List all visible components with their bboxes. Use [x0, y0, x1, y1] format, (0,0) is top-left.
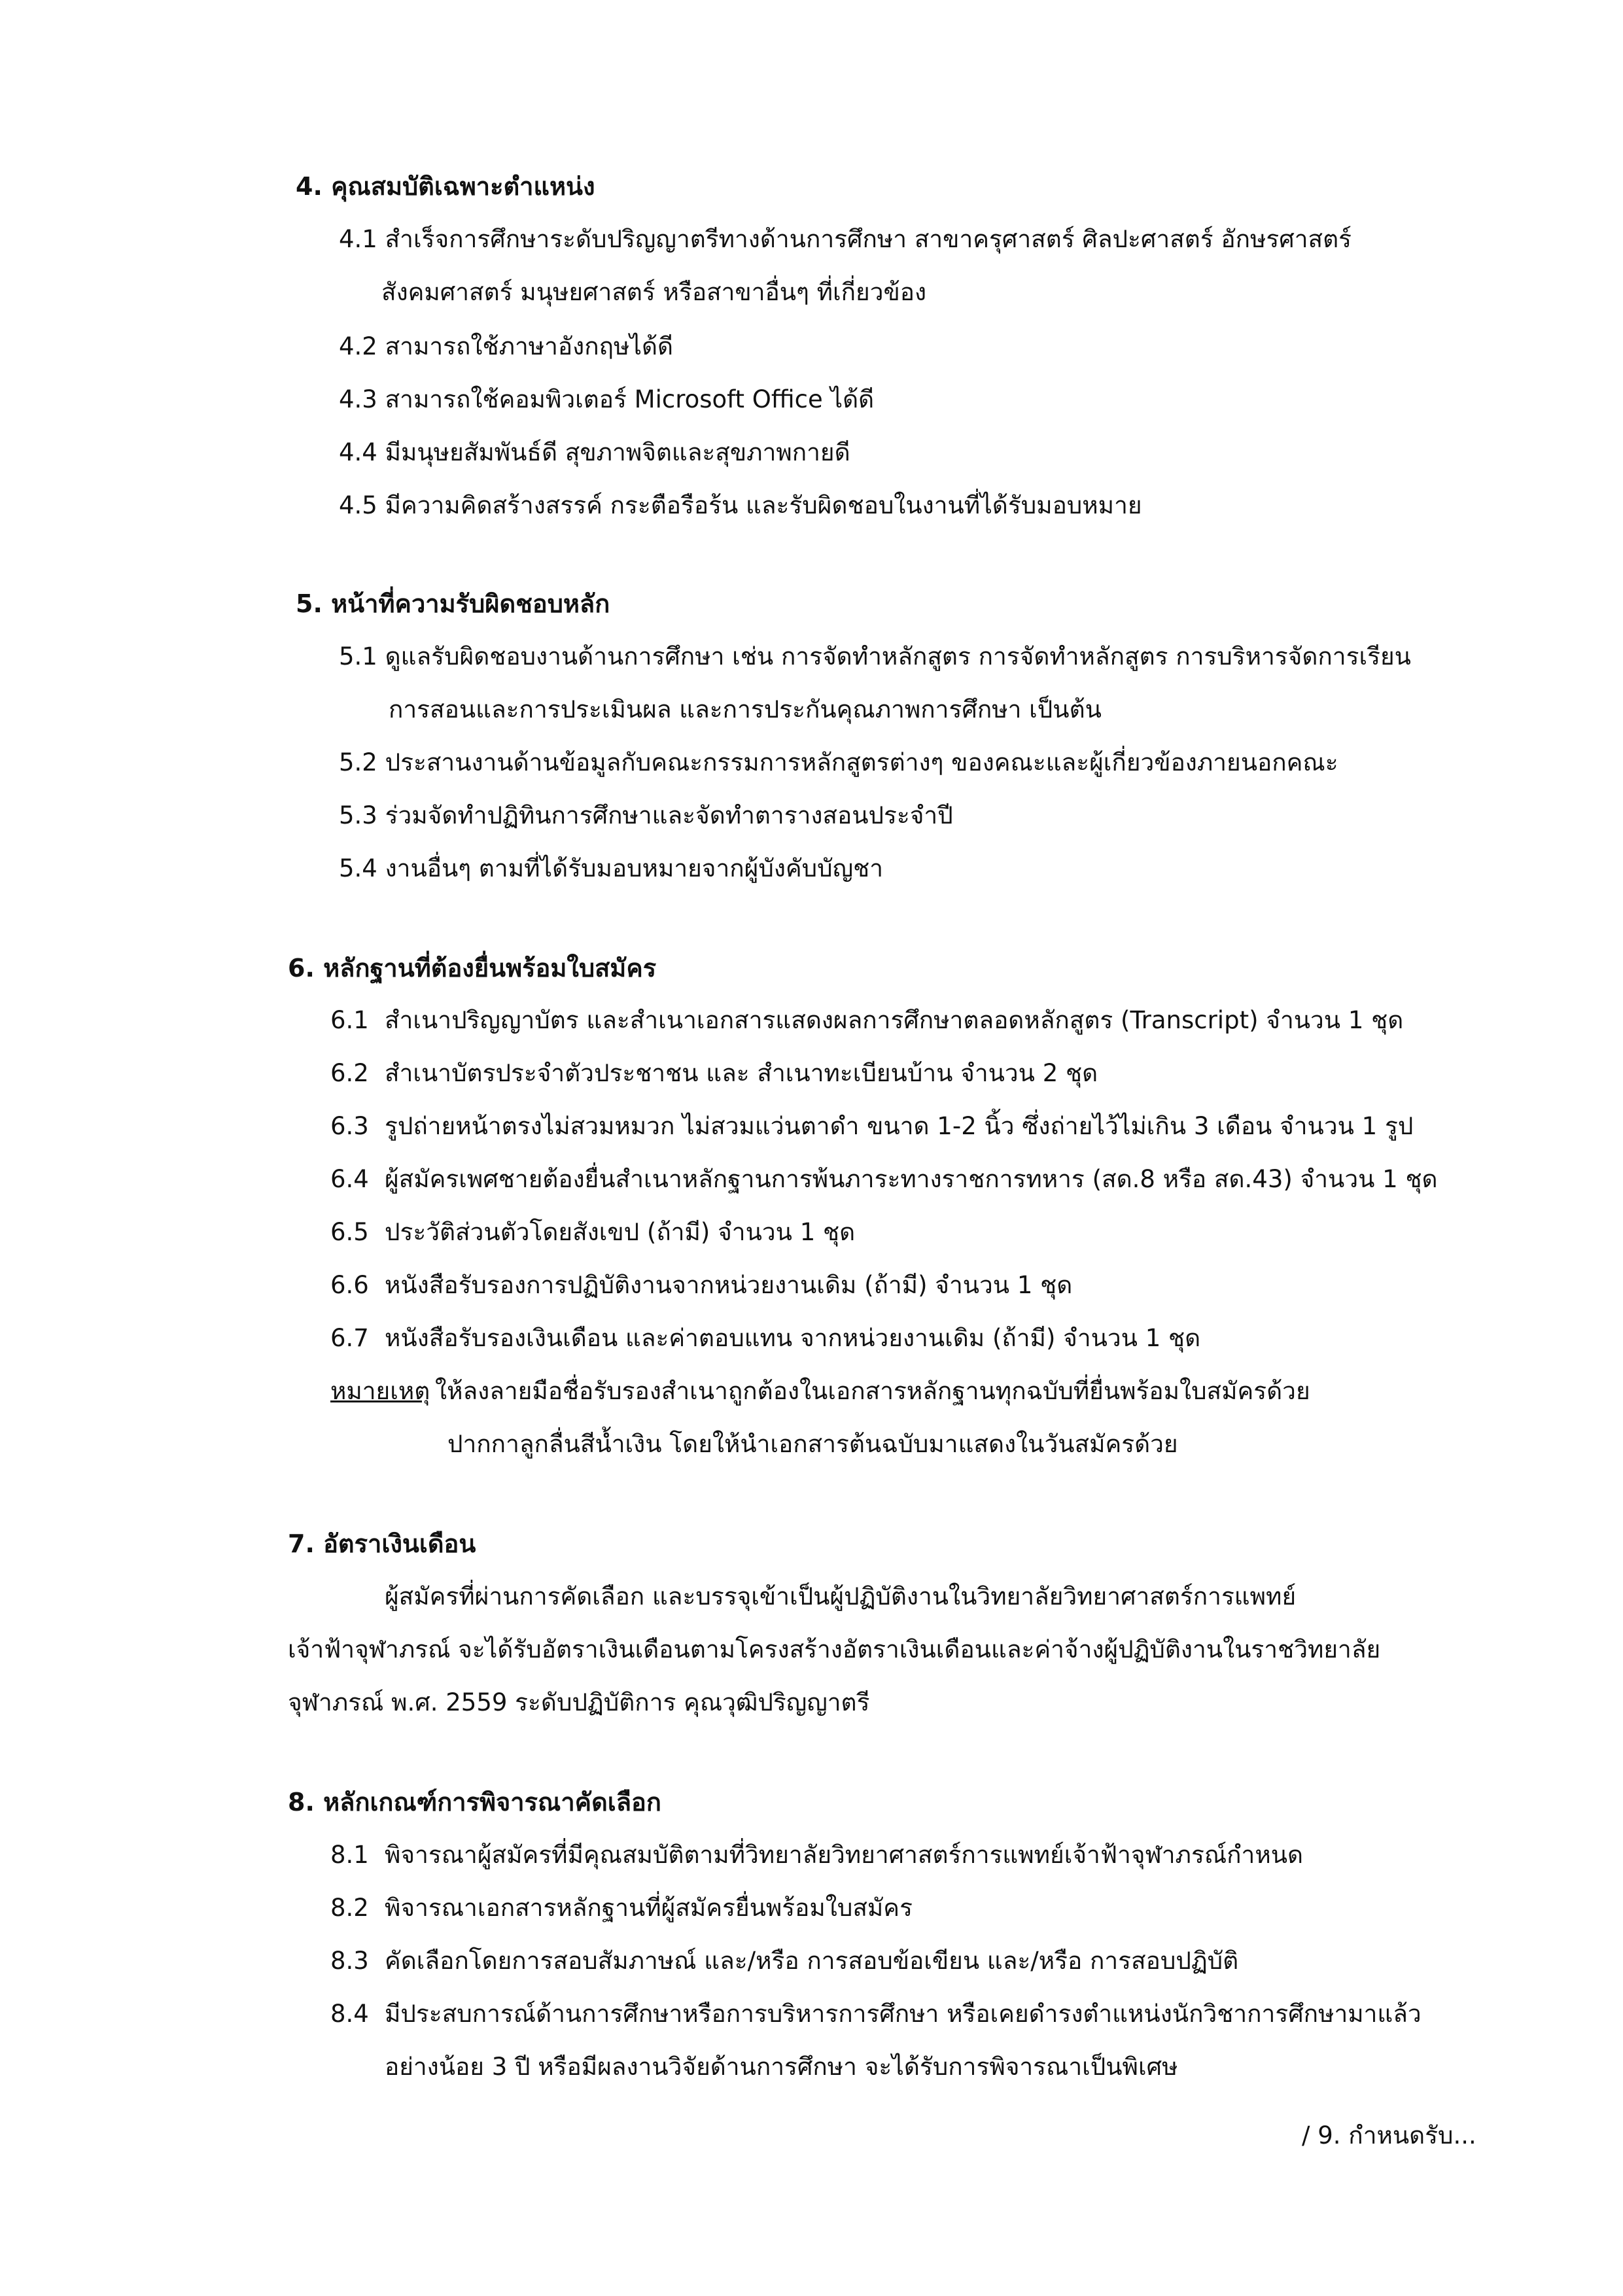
item-6-1-number: 6.1 [330, 1006, 369, 1034]
item-6-3-number: 6.3 [330, 1112, 369, 1140]
item-6-3-text: รูปถ่ายหน้าตรงไม่สวมหมวก ไม่สวมแว่นตาดำ ขนาด 1-2 นิ้ว ซึ่งถ่ายไว้ไม่เกิน 3 เดือน จำนวน 1 รูป [385, 1112, 1414, 1140]
note-line-1: ให้ลงลายมือชื่อรับรองสำเนาถูกต้องในเอกสารหลักฐานทุกฉบับที่ยื่นพร้อมใบสมัครด้วย [435, 1377, 1310, 1405]
item-4-4: 4.4 มีมนุษยสัมพันธ์ดี สุขภาพจิตและสุขภาพกายดี [339, 438, 850, 466]
item-6-2-text: สำเนาบัตรประจำตัวประชาชน และ สำเนาทะเบียนบ้าน จำนวน 2 ชุด [385, 1059, 1098, 1087]
item-5-3: 5.3 ร่วมจัดทำปฏิทินการศึกษาและจัดทำตารางสอนประจำปี [339, 801, 953, 829]
salary-paragraph-line-1: ผู้สมัครที่ผ่านการคัดเลือก และบรรจุเข้าเป็นผู้ปฏิบัติงานในวิทยาลัยวิทยาศาสตร์การแพทย์ [385, 1582, 1297, 1610]
item-5-2: 5.2 ประสานงานด้านข้อมูลกับคณะกรรมการหลักสูตรต่างๆ ของคณะและผู้เกี่ยวข้องภายนอกคณะ [339, 748, 1338, 776]
item-5-1-line-2: การสอนและการประเมินผล และการประกันคุณภาพการศึกษา เป็นต้น [389, 695, 1102, 723]
item-6-5-number: 6.5 [330, 1218, 369, 1246]
item-6-4-text: ผู้สมัครเพศชายต้องยื่นสำเนาหลักฐานการพ้นภาระทางราชการทหาร (สด.8 หรือ สด.43) จำนวน 1 ชุด [385, 1165, 1438, 1193]
item-5-4: 5.4 งานอื่นๆ ตามที่ได้รับมอบหมายจากผู้บังคับบัญชา [339, 854, 884, 882]
item-8-4-line-2: อย่างน้อย 3 ปี หรือมีผลงานวิจัยด้านการศึกษา จะได้รับการพิจารณาเป็นพิเศษ [385, 2053, 1178, 2081]
item-6-7-text: หนังสือรับรองเงินเดือน และค่าตอบแทน จากหน่วยงานเดิม (ถ้ามี) จำนวน 1 ชุด [385, 1324, 1201, 1352]
item-8-4-line-1: มีประสบการณ์ด้านการศึกษาหรือการบริหารการศึกษา หรือเคยดำรงตำแหน่งนักวิชาการศึกษามาแล้ว [385, 2000, 1422, 2028]
item-8-1-number: 8.1 [330, 1841, 369, 1869]
salary-paragraph-line-3: จุฬาภรณ์ พ.ศ. 2559 ระดับปฏิบัติการ คุณวุฒิปริญญาตรี [288, 1688, 870, 1716]
salary-paragraph-line-2: เจ้าฟ้าจุฬาภรณ์ จะได้รับอัตราเงินเดือนตามโครงสร้างอัตราเงินเดือนและค่าจ้างผู้ปฏิบัติงานในราชวิทยาลัย [288, 1635, 1381, 1663]
item-6-1-text: สำเนาปริญญาบัตร และสำเนาเอกสารแสดงผลการศึกษาตลอดหลักสูตร (Transcript) จำนวน 1 ชุด [385, 1006, 1404, 1034]
section-8-heading: 8. หลักเกณฑ์การพิจารณาคัดเลือก [288, 1788, 661, 1817]
item-4-5: 4.5 มีความคิดสร้างสรรค์ กระตือรือร้น และรับผิดชอบในงานที่ได้รับมอบหมาย [339, 491, 1142, 519]
item-4-1-line-1: 4.1 สำเร็จการศึกษาระดับปริญญาตรีทางด้านการศึกษา สาขาครุศาสตร์ ศิลปะศาสตร์ อักษรศาสตร์ [339, 225, 1352, 253]
section-6-heading: 6. หลักฐานที่ต้องยื่นพร้อมใบสมัคร [288, 954, 657, 983]
item-4-1-line-2: สังคมศาสตร์ มนุษยศาสตร์ หรือสาขาอื่นๆ ที่เกี่ยวข้อง [381, 278, 927, 306]
item-4-3: 4.3 สามารถใช้คอมพิวเตอร์ Microsoft Office ได้ดี [339, 385, 875, 413]
section-5-heading: 5. หน้าที่ความรับผิดชอบหลัก [296, 589, 610, 618]
item-4-2: 4.2 สามารถใช้ภาษาอังกฤษได้ดี [339, 332, 674, 360]
item-8-2-text: พิจารณาเอกสารหลักฐานที่ผู้สมัครยื่นพร้อมใบสมัคร [385, 1894, 913, 1922]
section-7-heading: 7. อัตราเงินเดือน [288, 1529, 476, 1558]
item-6-5-text: ประวัติส่วนตัวโดยสังเขป (ถ้ามี) จำนวน 1 ชุด [385, 1218, 856, 1246]
item-8-3-number: 8.3 [330, 1947, 369, 1975]
item-8-1-text: พิจารณาผู้สมัครที่มีคุณสมบัติตามที่วิทยาลัยวิทยาศาสตร์การแพทย์เจ้าฟ้าจุฬาภรณ์กำหนด [385, 1841, 1304, 1869]
section-4-heading: 4. คุณสมบัติเฉพาะตำแหน่ง [296, 172, 595, 201]
item-6-2-number: 6.2 [330, 1059, 369, 1087]
item-6-6-number: 6.6 [330, 1271, 369, 1299]
item-8-3-text: คัดเลือกโดยการสอบสัมภาษณ์ และ/หรือ การสอบข้อเขียน และ/หรือ การสอบปฏิบัติ [385, 1947, 1239, 1975]
note-label: หมายเหตุ [330, 1377, 430, 1405]
item-6-6-text: หนังสือรับรองการปฏิบัติงานจากหน่วยงานเดิม (ถ้ามี) จำนวน 1 ชุด [385, 1271, 1073, 1299]
item-8-2-number: 8.2 [330, 1894, 369, 1922]
page-continuation: / 9. กำหนดรับ... [1302, 2121, 1476, 2149]
item-5-1-line-1: 5.1 ดูแลรับผิดชอบงานด้านการศึกษา เช่น การจัดทำหลักสูตร การจัดทำหลักสูตร การบริหารจัดการเรียน [339, 642, 1411, 670]
item-8-4-number: 8.4 [330, 2000, 369, 2028]
note-line-2: ปากกาลูกลื่นสีน้ำเงิน โดยให้นำเอกสารต้นฉบับมาแสดงในวันสมัครด้วย [447, 1430, 1178, 1458]
item-6-7-number: 6.7 [330, 1324, 369, 1352]
item-6-4-number: 6.4 [330, 1165, 369, 1193]
